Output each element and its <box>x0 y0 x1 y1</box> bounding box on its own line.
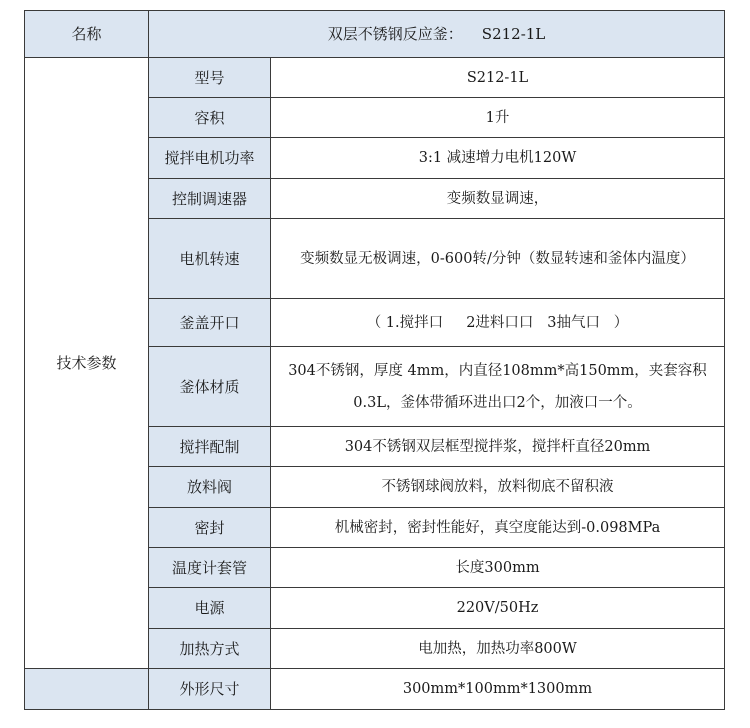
name-label: 名称 <box>25 11 149 58</box>
size-group-cell <box>25 669 149 710</box>
row-label: 电机转速 <box>149 219 271 299</box>
row-value: 电加热，加热功率800W <box>271 629 725 669</box>
row-value: 长度300mm <box>271 548 725 588</box>
row-label: 容积 <box>149 98 271 138</box>
row-label: 釜体材质 <box>149 347 271 427</box>
row-label: 控制调速器 <box>149 179 271 219</box>
row-value: 变频数显调速， <box>271 179 725 219</box>
row-label: 搅拌配制 <box>149 427 271 467</box>
row-label: 放料阀 <box>149 467 271 508</box>
row-value: S212-1L <box>271 58 725 98</box>
group-label-tech-params: 技术参数 <box>25 58 149 669</box>
row-label: 釜盖开口 <box>149 299 271 347</box>
row-label: 密封 <box>149 508 271 548</box>
size-label: 外形尺寸 <box>149 669 271 710</box>
row-label: 加热方式 <box>149 629 271 669</box>
table-row <box>25 58 725 98</box>
row-value: 变频数显无极调速，0-600转/分钟（数显转速和釜体内温度） <box>271 219 725 299</box>
row-label: 电源 <box>149 588 271 629</box>
row-label: 温度计套管 <box>149 548 271 588</box>
row-value: 机械密封，密封性能好，真空度能达到-0.098MPa <box>271 508 725 548</box>
row-value: 304不锈钢，厚度 4mm，内直径108mm*高150mm，夹套容积0.3L，釜体带循环进出口2个，加液口一个。 <box>271 347 725 427</box>
table-row-size <box>25 669 725 710</box>
table-row-name <box>25 11 725 58</box>
row-label: 型号 <box>149 58 271 98</box>
spec-table <box>24 10 725 710</box>
size-value: 300mm*100mm*1300mm <box>271 669 725 710</box>
row-value: 3:1 减速增力电机120W <box>271 138 725 179</box>
row-value: （ 1.搅拌口 2进料口口 3抽气口 ） <box>271 299 725 347</box>
row-value: 304不锈钢双层框型搅拌浆，搅拌杆直径20mm <box>271 427 725 467</box>
row-value: 220V/50Hz <box>271 588 725 629</box>
name-value: 双层不锈钢反应釜： S212-1L <box>149 11 725 58</box>
row-value: 不锈钢球阀放料，放料彻底不留积液 <box>271 467 725 508</box>
row-label: 搅拌电机功率 <box>149 138 271 179</box>
row-value: 1升 <box>271 98 725 138</box>
